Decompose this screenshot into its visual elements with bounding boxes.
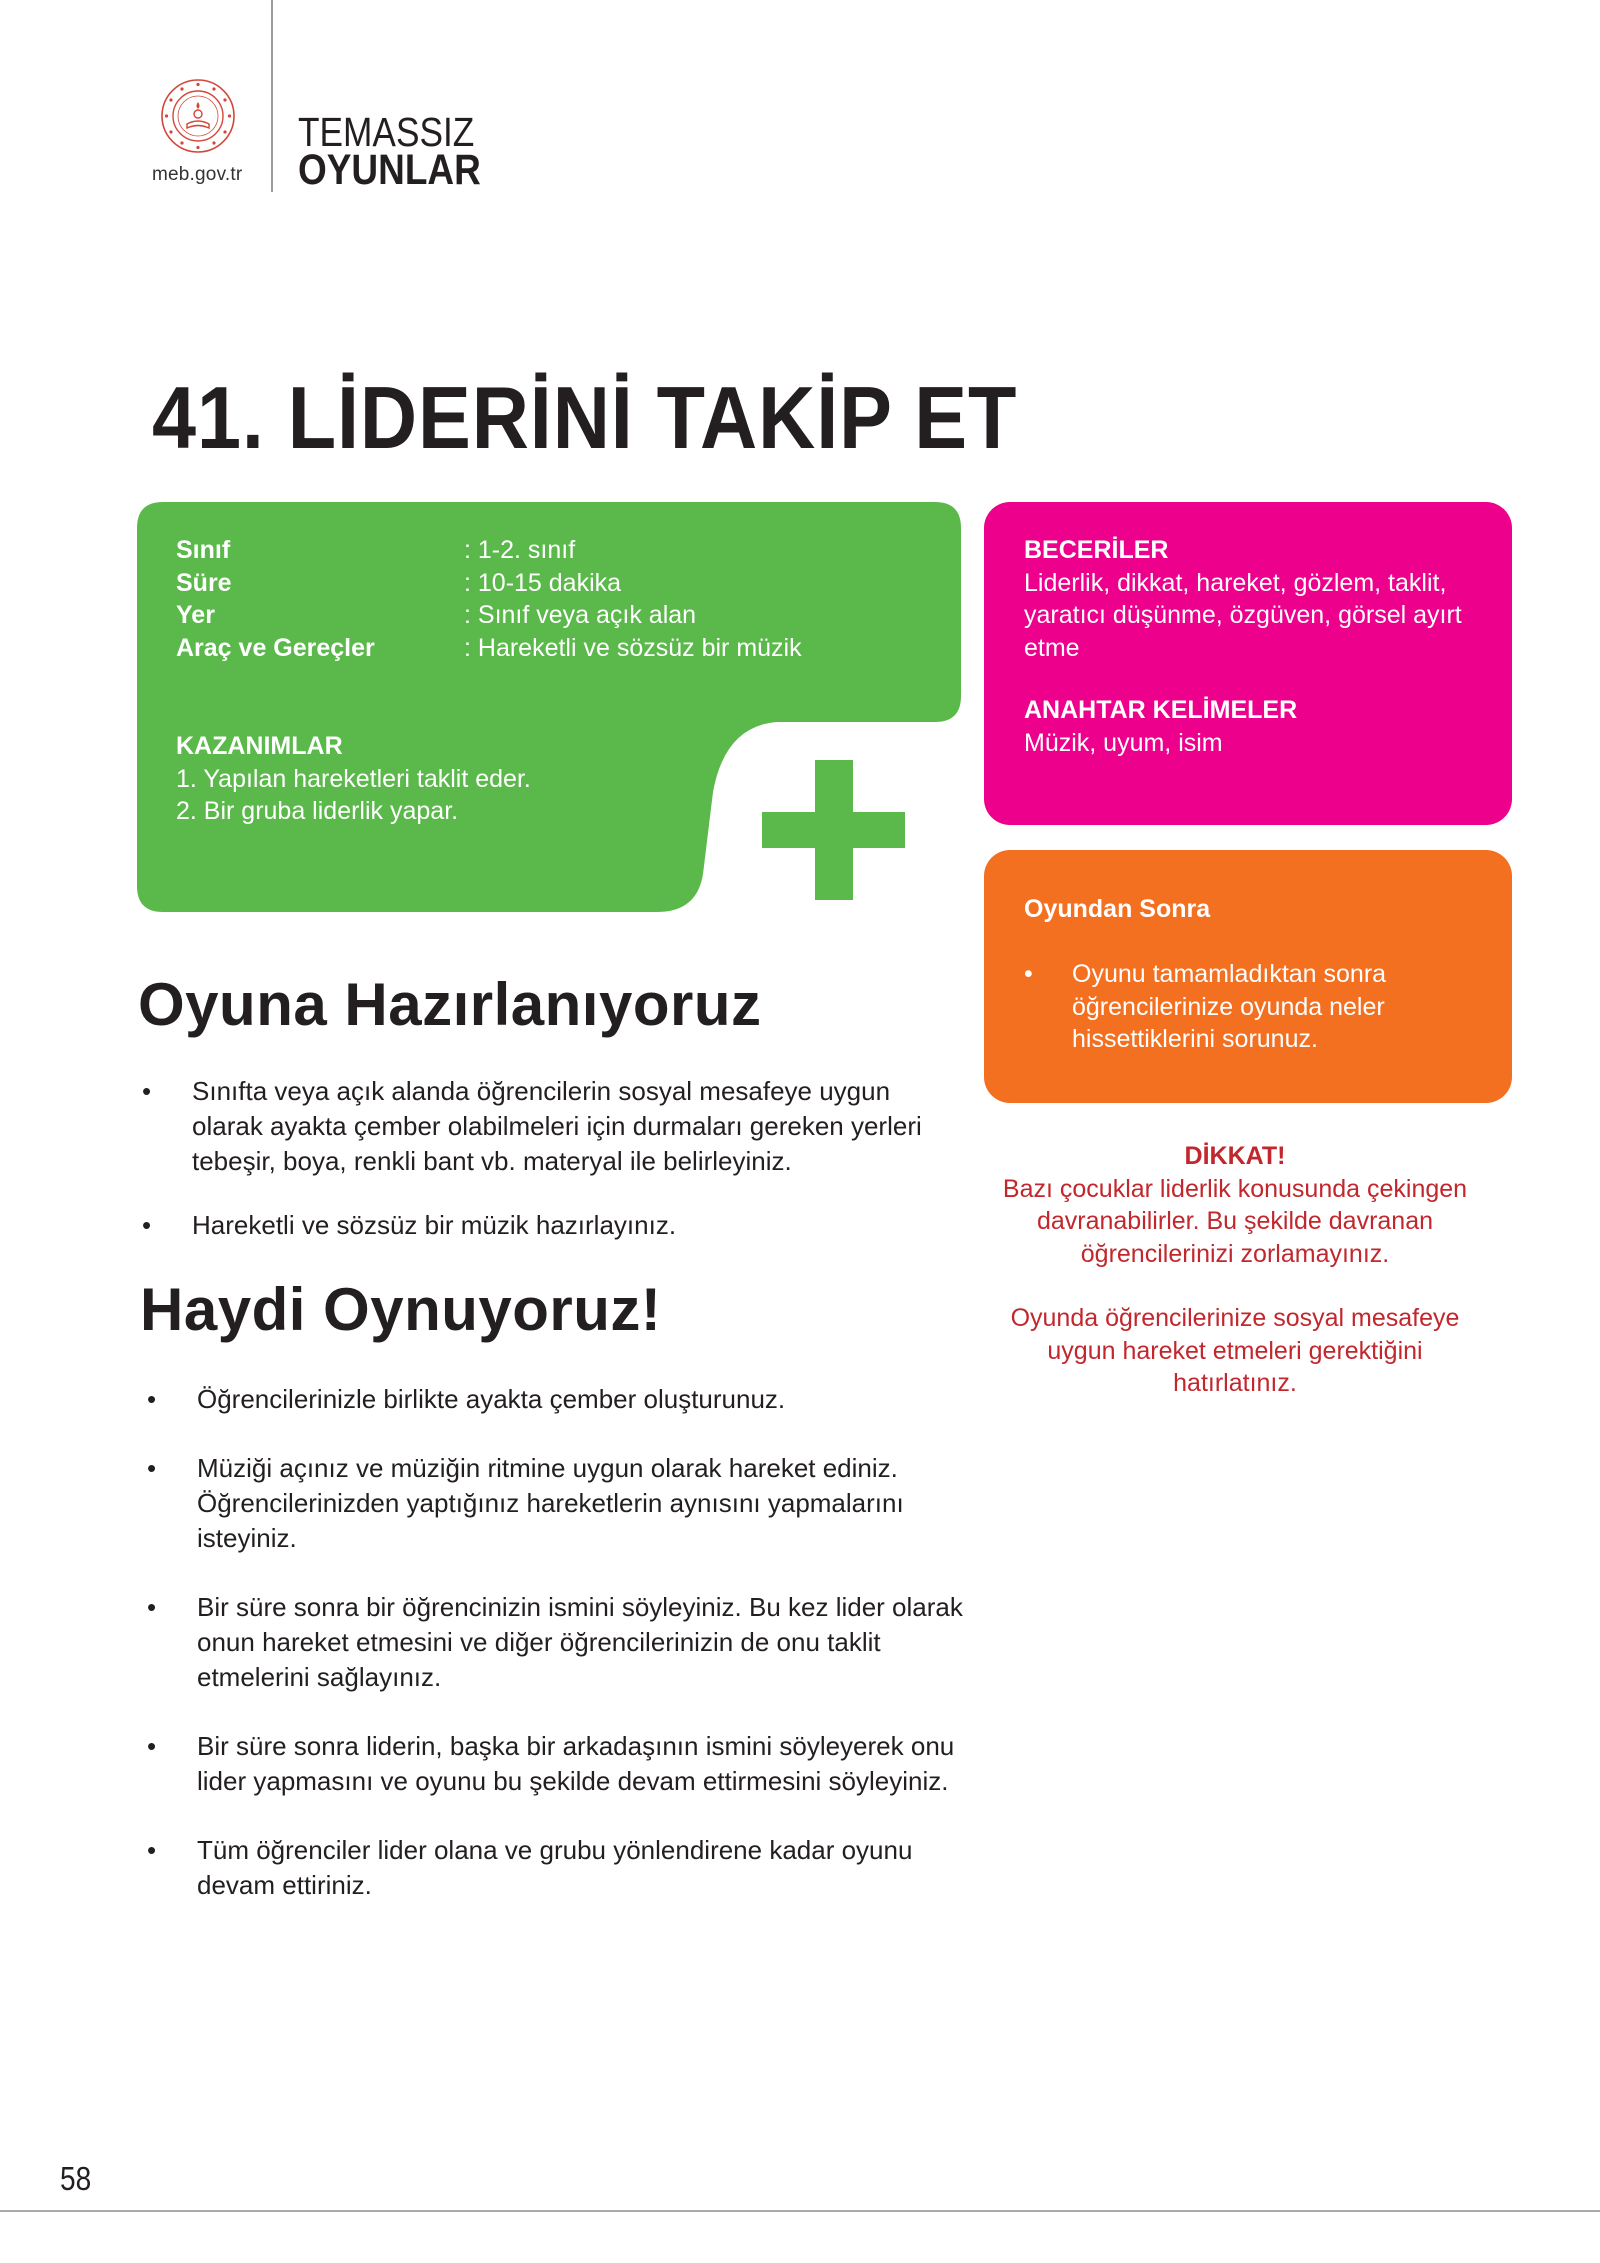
list-item <box>145 1590 965 1695</box>
info-value: : 1-2. sınıf <box>464 536 576 564</box>
website-url: meb.gov.tr <box>152 164 243 185</box>
list-item <box>140 1074 960 1179</box>
brand-title-line2: OYUNLAR <box>298 146 481 194</box>
bullet-icon: • <box>142 1210 152 1240</box>
bullet-icon: • <box>147 1453 157 1483</box>
list-item-text: Sınıfta veya açık alanda öğrencilerin sosyal mesafeye uygun olarak ayakta çember olabilmeleri için durmaları gereken yerleri tebeşir, boya, renkli bant vb. materyal ile belirleyiniz. <box>192 1076 922 1176</box>
brand-title-line1: TEMASSIZ <box>298 109 475 155</box>
list-item-text: Müziği açınız ve müziğin ritmine uygun olarak hareket ediniz. Öğrencilerinizden yaptığınız hareketlerin aynısını yapmalarını isteyiniz. <box>197 1453 904 1553</box>
skills-title: BECERİLER <box>1024 536 1169 564</box>
keywords-title: ANAHTAR KELİMELER <box>1024 696 1298 724</box>
plus-icon-bar <box>762 812 905 848</box>
keywords-text: Müzik, uyum, isim <box>1024 728 1223 757</box>
list-item <box>145 1382 965 1417</box>
after-game-title: Oyundan Sonra <box>1024 895 1211 923</box>
notice-paragraph: Bazı çocuklar liderlik konusunda çekingen davranabilirler. Bu şekilde davranan öğrencilerinizi zorlamayınız. <box>1002 1174 1468 1268</box>
page-number: 58 <box>60 2160 92 2197</box>
footer-divider <box>0 2210 1600 2212</box>
list-item-text: Öğrencilerinizle birlikte ayakta çember oluşturunuz. <box>197 1384 786 1414</box>
info-key: Sınıf <box>176 536 231 564</box>
game-info-table <box>176 534 802 664</box>
play-steps-list <box>145 1382 965 1903</box>
ministry-emblem-icon <box>160 78 236 154</box>
section-title-play: Haydi Oynuyoruz! <box>140 1276 662 1343</box>
bullet-icon: • <box>147 1592 157 1622</box>
list-item <box>145 1833 965 1903</box>
info-row-class <box>176 534 802 567</box>
list-item-text: Oyunu tamamladıktan sonra öğrencilerinize oyunda neler hissettiklerini sorunuz. <box>1072 960 1387 1053</box>
after-game-list <box>1024 958 1484 1056</box>
info-key: Süre <box>176 568 232 597</box>
info-row-place <box>176 599 802 632</box>
header-divider <box>271 0 273 192</box>
info-row-duration <box>176 567 802 600</box>
bullet-icon: • <box>147 1384 157 1414</box>
list-item-text: Tüm öğrenciler lider olana ve grubu yönlendirene kadar oyunu devam ettiriniz. <box>197 1835 913 1900</box>
bullet-icon: • <box>147 1731 157 1761</box>
notice-paragraph: Oyunda öğrencilerinize sosyal mesafeye uygun hareket etmeleri gerektiğini hatırlatınız. <box>1010 1304 1460 1397</box>
gain-item: 1. Yapılan hareketleri taklit eder. <box>176 764 531 793</box>
info-key: Yer <box>176 601 215 629</box>
gains-title: KAZANIMLAR <box>176 732 343 760</box>
notice-title: DİKKAT! <box>1184 1142 1286 1170</box>
bullet-icon: • <box>142 1076 152 1106</box>
page-title: 41. LİDERİNİ TAKİP ET <box>152 368 1018 467</box>
skills-text: Liderlik, dikkat, hareket, gözlem, taklit, yaratıcı düşünme, özgüven, görsel ayırt etme <box>1024 568 1462 662</box>
list-item-text: Hareketli ve sözsüz bir müzik hazırlayınız. <box>192 1210 677 1240</box>
info-value: : Sınıf veya açık alan <box>464 601 697 629</box>
preparation-list <box>140 1074 960 1243</box>
list-item-text: Bir süre sonra bir öğrencinizin ismini söyleyiniz. Bu kez lider olarak onun hareket etmesini ve diğer öğrencilerinizin de onu taklit etmelerini sağlayınız. <box>197 1592 963 1692</box>
info-value: : 10-15 dakika <box>464 568 622 597</box>
skills-content <box>1024 534 1494 759</box>
bullet-icon: • <box>1024 960 1033 988</box>
bullet-icon: • <box>147 1835 157 1865</box>
info-row-materials <box>176 632 802 665</box>
gains-section <box>176 730 531 828</box>
list-item <box>145 1729 965 1799</box>
info-value: : Hareketli ve sözsüz bir müzik <box>464 633 802 662</box>
info-key: Araç ve Gereçler <box>176 633 375 662</box>
list-item <box>140 1208 960 1243</box>
list-item-text: Bir süre sonra liderin, başka bir arkadaşının ismini söyleyerek onu lider yapmasını ve oyunu bu şekilde devam ettirmesini söyleyiniz. <box>197 1731 955 1796</box>
notice-section <box>1000 1140 1470 1400</box>
list-item <box>1024 958 1484 1056</box>
gain-item: 2. Bir gruba liderlik yapar. <box>176 797 459 825</box>
list-item <box>145 1451 965 1556</box>
section-title-preparation: Oyuna Hazırlanıyoruz <box>138 971 762 1038</box>
